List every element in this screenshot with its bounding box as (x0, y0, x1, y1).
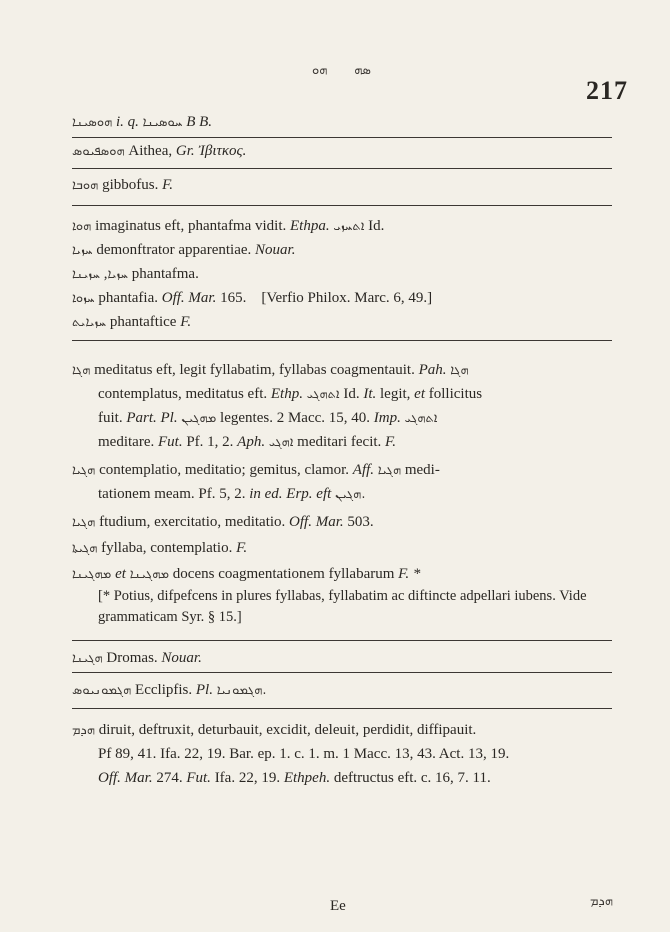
entry-5 (72, 240, 295, 261)
entry-source: F. (162, 177, 174, 193)
entry-source: F. (180, 314, 192, 330)
entry-syriac: ܐܬܗܓܝ (404, 411, 438, 426)
entry-syriac: ܗܓܝܢ. (335, 487, 366, 502)
entry-text: follicitus (428, 386, 483, 402)
entry-syriac: ܗܓܡܘܢܝܐ. (216, 683, 267, 698)
entry-text: Id. (343, 386, 360, 402)
entry-syriac: ܗܓܐ (450, 363, 469, 378)
entry-text: contemplatio, meditatio; gemitus, clamor. (99, 462, 350, 478)
entry-9-line-3 (98, 408, 437, 429)
entry-text: gibbofus. (102, 177, 159, 193)
page-number: 217 (586, 76, 628, 105)
entry-text: fuit. (98, 410, 123, 426)
entry-source: in ed. Erp. eft (249, 486, 332, 502)
entry-note: [Verfio Philox. Marc. 6, 49.] (261, 290, 433, 306)
entry-source: Nouar. (255, 242, 296, 258)
entry-headword: ܡܗܓܝܢܐ (72, 567, 112, 582)
entry-text: docens coagmentationem fyllabarum (172, 566, 395, 582)
entry-source: Ethpeh. (283, 770, 331, 786)
entry-syriac: ܚܙܝܢܐ (72, 267, 100, 282)
entry-17-line-2 (98, 744, 509, 764)
entry-syriac: ܐܬܚܙܝ (333, 219, 365, 234)
entry-3 (72, 175, 173, 196)
footnote: [* Potius, difpefcens in plures fyllabas, fyllabatim ac diftincte adpellari iubens. Vide grammaticam Syr. § 15.] (98, 588, 587, 625)
entry-headword: ܗܓܐ (72, 363, 91, 378)
entry-text: deftructus eft. c. 16, 7. 11. (333, 770, 491, 786)
entry-text: tationem meam. Pf. 5, 2. (98, 486, 246, 502)
signature-mark: Ee (330, 898, 346, 914)
entry-syriac: ܚܘܣܝܢܐ (142, 115, 183, 130)
entry-9-line-2 (98, 384, 482, 405)
entry-text: meditari fecit. (297, 434, 382, 450)
entry-text: Id. (368, 218, 385, 234)
entry-source: Fut. (186, 770, 211, 786)
entry-8 (72, 312, 191, 333)
entry-syriac: ܗܓܝܐ (377, 463, 402, 478)
entry-ref: Ifa. 22, 19. (214, 770, 281, 786)
entry-headword: ܚܙܝܐ (107, 267, 129, 282)
entry-source: Fut. (157, 434, 183, 450)
entry-source: B B. (186, 114, 213, 130)
entry-headword: ܗܘܒܐ (72, 178, 99, 193)
entry-text: Aithea, (128, 143, 173, 159)
entry-ref: 165. (220, 290, 247, 306)
entry-headword: ܗܓܡܘܢܝܘܣ (72, 683, 132, 698)
entry-17-line-1 (72, 720, 476, 741)
entry-ref: Pf. 1, 2. (186, 434, 234, 450)
entry-text: Ecclipfis. (135, 682, 193, 698)
entry-text: imaginatus eft, phantafma vidit. (95, 218, 287, 234)
entry-syriac: ܡܗܓܝܢ (181, 411, 217, 426)
entry-source: Nouar. (161, 650, 202, 666)
entry-6: ܚܙܝܐ, ܚܙܝܢܐ phantafma. (72, 266, 199, 282)
entry-source: Aff. (352, 462, 375, 478)
entry-text: i. q. (115, 114, 139, 130)
divider (72, 205, 612, 206)
entry-9-line-1 (72, 360, 469, 381)
entry-headword: ܚܙܘܐ (72, 291, 95, 306)
divider (72, 708, 612, 709)
divider (72, 137, 612, 138)
entry-9-line-4 (98, 432, 396, 453)
entry-syriac: ܐܬܗܓܝ (306, 387, 340, 402)
entry-source: Aph. (237, 434, 266, 450)
entry-source: F. * (398, 566, 421, 582)
entry-text: fyllaba, contemplatio. (101, 540, 233, 556)
entry-12 (72, 538, 247, 559)
running-head-letter-2: ܗܘ (312, 63, 328, 78)
entry-source: Imp. (373, 410, 401, 426)
entry-17-line-3 (98, 768, 491, 788)
entry-text: medi- (404, 462, 440, 478)
entry-source: F. (236, 540, 248, 556)
entry-1 (72, 112, 212, 133)
entry-text: meditatus eft, legit fyllabatim, fyllabas coagmentauit. (94, 362, 415, 378)
entry-headword: ܗܘܣܦܝܘܣ (72, 144, 125, 159)
entry-source: Off. Mar. (161, 290, 217, 306)
entry-text: Dromas. (106, 650, 158, 666)
entry-text: demonftrator apparentiae. (96, 242, 252, 258)
entry-ref: 503. (347, 514, 374, 530)
entry-syriac: ܡܗܓܝܢܐ (129, 567, 170, 582)
entry-10-line-1 (72, 460, 440, 481)
entry-text: legentes. 2 Macc. 15, 40. (220, 410, 371, 426)
entry-text: contemplatus, meditatus eft. (98, 386, 268, 402)
entry-10-line-2 (98, 484, 365, 505)
divider (72, 672, 612, 673)
catchword: ܗܕܡ (590, 894, 613, 909)
entry-headword: ܚܙܝܐ (72, 243, 93, 258)
entry-source: It. (363, 386, 377, 402)
entry-source: Off. Mar. (289, 514, 344, 530)
entry-text: phantafma. (131, 266, 199, 282)
entry-source: Gr. (175, 143, 195, 159)
entry-11 (72, 512, 374, 533)
entry-headword: ܗܓܝܢܐ (72, 651, 103, 666)
divider (72, 340, 612, 341)
entry-ref: Pf 89, 41. Ifa. 22, 19. Bar. ep. 1. c. 1. m. 1 Macc. 13, 43. Act. 13, 19. (98, 746, 510, 762)
entry-text: phantafia. (98, 290, 158, 306)
entry-headword: ܗܘܣܝܢܐ (72, 115, 113, 130)
divider (72, 168, 612, 169)
entry-text: phantaftice (109, 314, 177, 330)
entry-headword: ܗܕܡ (72, 723, 95, 738)
entry-headword: ܗܘܐ (72, 219, 92, 234)
entry-source: F. (385, 434, 397, 450)
entry-source: Pah. (418, 362, 447, 378)
entry-text: meditare. (98, 434, 155, 450)
entry-text: ftudium, exercitatio, meditatio. (99, 514, 286, 530)
entry-headword: ܗܓܝܬܐ (72, 541, 98, 556)
entry-source: Ethp. (270, 386, 303, 402)
entry-2 (72, 141, 246, 162)
entry-13 (72, 564, 420, 585)
running-head-letter-1: ܣܗ (354, 63, 371, 78)
entry-syriac: ܐܗܓܝ (268, 435, 294, 450)
entry-4 (72, 216, 384, 237)
entry-source: Off. Mar. (98, 770, 153, 786)
entry-headword: ܗܓܝܐ (72, 463, 96, 478)
divider (72, 640, 612, 641)
running-head (312, 60, 393, 78)
entry-7 (72, 288, 432, 309)
entry-text-italic: et (115, 566, 126, 582)
entry-headword: ܚܙܝܐܝܬ (72, 315, 107, 330)
entry-text: legit, (380, 386, 411, 402)
entry-greek: Ἰβιτκος. (198, 143, 247, 159)
entry-ref: 274. (156, 770, 183, 786)
entry-source: Pl. (195, 682, 213, 698)
entry-text: diruit, deftruxit, deturbauit, excidit, deleuit, perdidit, diffipauit. (98, 722, 477, 738)
entry-15 (72, 648, 202, 669)
entry-source: Part. Pl. (126, 410, 178, 426)
entry-headword: ܗܓܝܐ (72, 515, 96, 530)
entry-text-italic: et (414, 386, 425, 402)
entry-source: Ethpa. (290, 218, 330, 234)
entry-16 (72, 680, 267, 701)
